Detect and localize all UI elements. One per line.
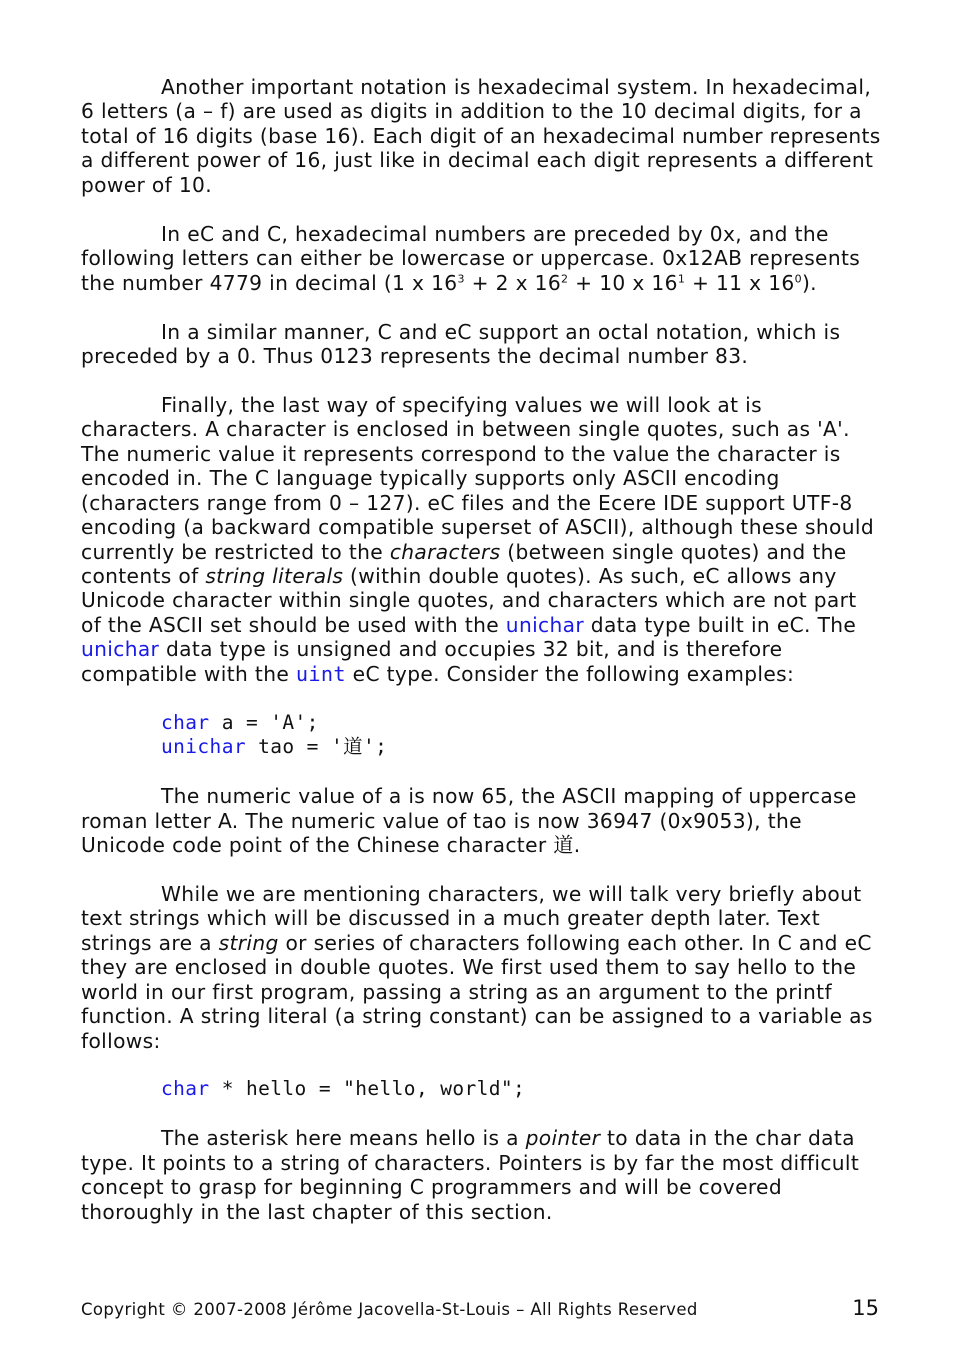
page-number: 15 [852, 1296, 879, 1320]
paragraph-strings: While we are mentioning characters, we will talk very briefly about text strings which will be discussed in a much greater depth later. Text strings are a string or series of characters following each other. In C and eC they are enclosed in double quotes. We first used them to say hello to the world in our first program, passing a string as an argument to the printf function. A string literal (a string constant) can be assigned to a variable as follows: [81, 881, 873, 1053]
exponent: 1 [677, 271, 686, 285]
paragraph-hexadecimal-intro: Another important notation is hexadecimal system. In hexadecimal, 6 letters (a – f) are used as digits in addition to the 10 decimal digits, for a total of 16 digits (base 16). Each digit of an hexadecimal number represents a different power of 16, just like in decimal each digit represents a different power of 10. [81, 75, 881, 197]
exponent: 3 [457, 271, 465, 285]
document-body [81, 75, 881, 1249]
paragraph-characters: Finally, the last way of specifying values we will look at is characters. A character is enclosed in between single quotes, such as 'A'. The numeric value it represents correspond to the value the character is encoded in. The C language typically supports only ASCII encoding (characters range from 0 – 127). eC files and the Ecere IDE support UTF-8 encoding (a backward compatible superset of ASCII), although these should currently be restricted to the characters (between single quotes) and the contents of string literals (within double quotes). As such, eC allows any Unicode character within single quotes, and characters which are not part of the ASCII set should be used with the unichar data type built in eC. The unichar data type is unsigned and occupies 32 bit, and is therefore compatible with the uint eC type. Consider the following examples: [81, 392, 874, 686]
page-footer [81, 1296, 881, 1324]
code-keyword: char [161, 710, 210, 734]
code-block-char-examples: char a = 'A'; unichar tao = '道'; [161, 710, 388, 759]
keyword-uint: uint [295, 661, 346, 686]
code-keyword: char [161, 1077, 210, 1101]
paragraph-numeric-values: The numeric value of a is now 65, the ASCII mapping of uppercase roman letter A. The numeric value of tao is now 36947 (0x9053), the Unicode code point of the Chinese character 道. [81, 784, 857, 857]
code-keyword: unichar [161, 735, 246, 759]
exponent: 2 [561, 271, 569, 285]
paragraph-hexadecimal-prefix: In eC and C, hexadecimal numbers are preceded by 0x, and the following letters can either be lowercase or uppercase. 0x12AB represents the number 4779 in decimal (1 x $16^3 + 2$ x $16^2 + 10$ x $16^1 + 11$ x $16^0$). [81, 221, 861, 295]
paragraph-octal: In a similar manner, C and eC support an octal notation, which is preceded by a 0. Thus 0123 represents the decimal number 83. [81, 319, 841, 368]
code-block-string-example: char * hello = "hello, world"; [161, 1077, 526, 1101]
keyword-unichar: unichar [81, 637, 160, 662]
exponent: 0 [794, 271, 802, 285]
copyright-notice: Copyright © 2007-2008 Jérôme Jacovella-St-Louis – All Rights Reserved [81, 1300, 698, 1319]
paragraph-pointer: The asterisk here means hello is a pointer to data in the char data type. It points to a string of characters. Pointers is by far the most difficult concept to grasp for beginning C programmers and will be covered thoroughly in the last chapter of this section. [81, 1126, 860, 1224]
keyword-unichar: unichar [505, 612, 585, 637]
